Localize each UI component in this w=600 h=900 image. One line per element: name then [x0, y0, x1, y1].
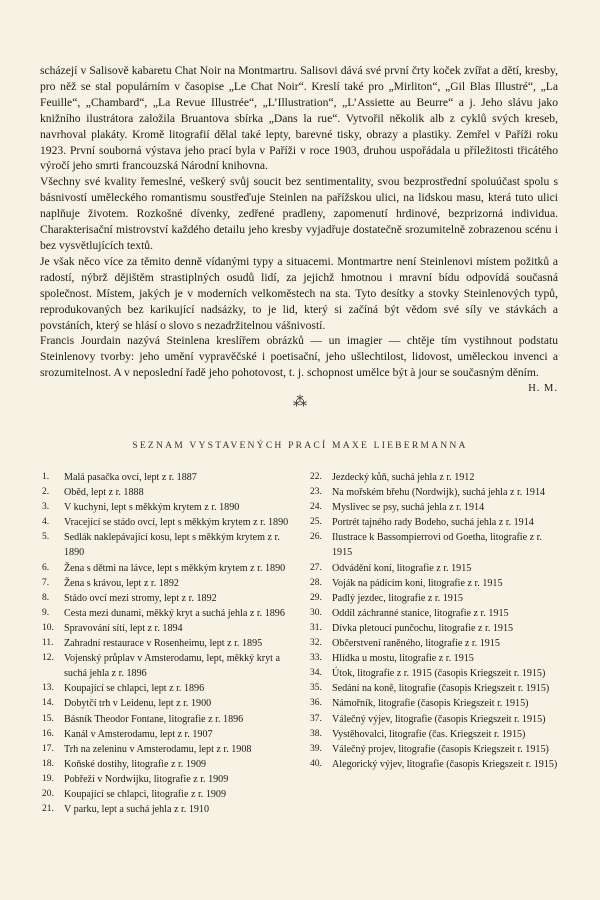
item-number: 31. — [310, 622, 322, 633]
item-number: 1. — [42, 472, 50, 482]
list-item — [310, 681, 560, 696]
item-title: Voják na pádícím koni, litografie z r. 1915 — [332, 577, 503, 589]
asterism-ornament: ⁂ — [293, 395, 307, 410]
list-item — [310, 651, 560, 666]
item-title: Jezdecký kůň, suchá jehla z r. 1912 — [332, 472, 475, 483]
item-number: 32. — [310, 638, 322, 649]
item-title: Portrét tajného rady Bodeho, suchá jehla z r. 1914 — [332, 517, 534, 529]
list-item — [42, 515, 297, 530]
item-title: Válečný výjev, litografie (časopis Kriegszeit r. 1915) — [332, 713, 546, 725]
item-title: Vojenský průplav v Amsterodamu, lept, měkký kryt a suchá jehla z r. 1896 — [64, 653, 280, 680]
item-number: 8. — [42, 592, 50, 603]
item-title: Odvádění koní, litografie z r. 1915 — [332, 562, 472, 574]
item-title: Trh na zeleninu v Amsterodamu, lept z r. 1908 — [64, 743, 252, 755]
item-title: Alegorický výjev, litografie (časopis Kriegszeit r. 1915) — [332, 758, 558, 770]
item-title: Dobytčí trh v Leidenu, lept z r. 1900 — [64, 698, 212, 710]
list-item — [42, 802, 297, 817]
item-title: Válečný projev, litografie (časopis Kriegszeit r. 1915) — [332, 743, 549, 755]
item-title: Padlý jezdec, litografie z r. 1915 — [332, 592, 463, 604]
list-item — [310, 742, 560, 757]
item-number: 5. — [42, 532, 50, 543]
item-title: Myslivec se psy, suchá jehla z r. 1914 — [332, 502, 485, 514]
list-item — [310, 712, 560, 727]
list-item — [42, 530, 297, 560]
list-item — [42, 561, 297, 576]
list-item — [310, 576, 560, 591]
item-title: Dívka pletoucí punčochu, litografie z r. 1915 — [332, 622, 514, 634]
item-title: Na mořském břehu (Nordwijk), suchá jehla z r. 1914 — [332, 487, 546, 499]
list-item — [310, 530, 560, 560]
list-item — [310, 636, 560, 651]
item-number: 38. — [310, 728, 322, 739]
list-item — [42, 470, 297, 485]
item-number: 30. — [310, 607, 322, 618]
list-item — [42, 712, 297, 727]
item-title: Námořník, litografie (časopis Kriegszeit r. 1915) — [332, 698, 529, 710]
list-item — [42, 636, 297, 651]
list-heading: SEZNAM VYSTAVENÝCH PRACÍ MAXE LIEBERMANNA — [132, 440, 468, 451]
item-number: 4. — [42, 517, 50, 528]
list-item — [42, 772, 297, 787]
item-title: Koupající se chlapci, lept z r. 1896 — [64, 683, 205, 695]
item-number: 34. — [310, 668, 322, 679]
list-item — [42, 757, 297, 772]
item-title: Žena s krávou, lept z r. 1892 — [64, 577, 179, 589]
item-title: Žena s dětmi na lávce, lept s měkkým krytem z r. 1890 — [64, 562, 286, 574]
item-number: 2. — [42, 487, 50, 498]
item-number: 10. — [42, 622, 54, 633]
item-number: 37. — [310, 713, 322, 724]
item-number: 18. — [42, 758, 54, 769]
item-title: Koňské dostihy, litografie z r. 1909 — [64, 758, 207, 770]
item-number: 9. — [42, 607, 50, 618]
item-number: 13. — [42, 683, 54, 694]
item-number: 27. — [310, 562, 322, 573]
item-title: Cesta mezi dunami, měkký kryt a suchá jehla z r. 1896 — [64, 607, 285, 619]
paragraph-1: scházejí v Salisově kabaretu Chat Noir na Montmartru. Salisovi dává své první črty koček zvířat a dětí, kresby, pro něž se stal populárním v časopise „Le Chat Noir“. Kreslí také pro „Mirliton“, „Gil Blas Illustré“, „La Feuille“, „Chambard“, „La Revue Illustrée“, „L’Illustration“, „L’Assiette au Beurre“ a j. Jeho slávu jako knižního ilustrátora založila Bruantova sbírka „Dans la rue“. Vytvořil několik alb z cyklů svých kreseb, navrhoval plakáty. Kromě litografií dělal také lepty, barevné tisky, obrazy a plastiky. Zemřel v Paříži roku 1923. První souborná výstava jeho prací byla v Paříži v roce 1903, druhou uspořádala u příležitosti třicátého výročí jeho smrti francouzská Národní knihovna. — [40, 64, 558, 173]
list-item — [42, 500, 297, 515]
works-list-right — [310, 470, 560, 772]
item-title: Pobřeží v Nordwijku, litografie z r. 1909 — [64, 773, 229, 785]
item-number: 23. — [310, 487, 322, 498]
item-title: Sedlák naklepávající kosu, lept s měkkým krytem z r. 1890 — [64, 532, 280, 559]
list-item — [42, 485, 297, 500]
item-number: 39. — [310, 743, 322, 754]
item-title: Útok, litografie z r. 1915 (časopis Kriegszeit r. 1915) — [332, 668, 546, 680]
list-item — [310, 621, 560, 636]
item-title: Básník Theodor Fontane, litografie z r. 1896 — [64, 713, 244, 725]
item-number: 12. — [42, 653, 54, 664]
list-item — [42, 696, 297, 711]
list-item — [42, 681, 297, 696]
item-number: 7. — [42, 577, 50, 588]
list-item — [310, 696, 560, 711]
list-item — [310, 561, 560, 576]
item-number: 15. — [42, 713, 54, 724]
item-title: Kanál v Amsterodamu, lept z r. 1907 — [64, 728, 213, 740]
essay-text — [40, 63, 558, 397]
list-item — [310, 727, 560, 742]
list-item — [42, 727, 297, 742]
list-item — [42, 787, 297, 802]
item-title: Malá pasačka ovcí, lept z r. 1887 — [64, 472, 197, 483]
item-title: Sedání na koně, litografie (časopis Kriegszeit r. 1915) — [332, 683, 550, 695]
works-list-left — [42, 470, 297, 817]
item-title: Spravování sítí, lept z r. 1894 — [64, 622, 183, 634]
item-number: 6. — [42, 562, 50, 573]
list-item — [310, 606, 560, 621]
item-title: Oddíl záchranné stanice, litografie z r. 1915 — [332, 607, 509, 619]
item-title: V parku, lept a suchá jehla z r. 1910 — [64, 804, 210, 816]
item-title: Hlídka u mostu, litografie z r. 1915 — [332, 653, 474, 665]
paragraph-2: Všechny své kvality řemeslné, veškerý svůj soucit bez sentimentality, svou bezprostřední spoluúčast spolu s básnivostí uměleckého romantismu soustřeďuje Steinlen na pařížskou ulici, na lidskou masu, která tuto ulici naplňuje životem. Rozkošné dívenky, zedřené pradleny, zapomenutí hrdinové, bezprizorná individua. Charakterisační mistrovství každého detailu jeho kresby vyjadřuje dostatečně srozumitelně zobrazenou scénu i bez vysvětlujících textů. — [40, 175, 558, 252]
list-item — [310, 485, 560, 500]
item-number: 33. — [310, 653, 322, 664]
item-title: Zahradní restaurace v Rosenheimu, lept z r. 1895 — [64, 638, 263, 650]
item-number: 24. — [310, 502, 322, 513]
item-number: 36. — [310, 698, 322, 709]
list-item — [310, 515, 560, 530]
item-title: Vystěhovalci, litografie (čas. Kriegszeit r. 1915) — [332, 728, 526, 740]
item-title: Občerstvení raněného, litografie z r. 1915 — [332, 638, 500, 650]
paragraph-4 — [40, 333, 558, 395]
item-number: 16. — [42, 728, 54, 739]
item-title: V kuchyni, lept s měkkým krytem z r. 1890 — [64, 502, 240, 514]
list-item — [310, 757, 560, 772]
list-item — [42, 742, 297, 757]
list-item — [310, 500, 560, 515]
item-number: 22. — [310, 472, 322, 482]
item-number: 11. — [42, 638, 54, 649]
item-title: Koupající se chlapci, litografie z r. 1909 — [64, 788, 227, 800]
item-number: 19. — [42, 773, 54, 784]
item-number: 29. — [310, 592, 322, 603]
item-title: Vracející se stádo ovcí, lept s měkkým krytem z r. 1890 — [64, 517, 289, 529]
item-number: 35. — [310, 683, 322, 694]
item-number: 3. — [42, 502, 50, 513]
paragraph-3: Je však něco více za těmito denně vídanými typy a situacemi. Montmartre není Steinlenovi místem požitků a radostí, nýbrž dějištěm strastiplných osudů lidí, za jejichž hmotnou i mravní bídu odpovídá současná společnost. Místem, jakých je v moderních velkoměstech na sta. Tyto desítky a stovky Steinlenových typů, reprodukovaných bez karikující nadsázky, to je lid, který si začíná být vědom své síly ve stávkách a povstáních, který se hlásí o slovo s nezadržitelnou vášnivostí. — [40, 254, 558, 332]
item-number: 26. — [310, 532, 322, 543]
item-number: 17. — [42, 743, 54, 754]
list-item — [42, 621, 297, 636]
item-number: 40. — [310, 758, 322, 769]
item-number: 25. — [310, 517, 322, 528]
item-title: Oběd, lept z r. 1888 — [64, 487, 144, 499]
list-item — [42, 651, 297, 681]
list-item — [310, 591, 560, 606]
item-number: 20. — [42, 788, 54, 799]
item-title: Ilustrace k Bassompierrovi od Goetha, litografie z r. 1915 — [332, 532, 542, 559]
list-item — [310, 470, 560, 485]
item-title: Stádo ovcí mezi stromy, lept z r. 1892 — [64, 592, 217, 604]
list-item — [42, 591, 297, 606]
item-number: 28. — [310, 577, 322, 588]
author-signature: H. M. — [528, 383, 558, 395]
paragraph-4-text: Francis Jourdain nazývá Steinlena kreslířem obrázků — un imagier — chtěje tím vystihnout podstatu Steinlenovy tvorby: jeho umění vypravěčské i poetisační, jeho ušlechtilost, lidovost, uměleckou invenci a srozumitelnost. A v neposlední řadě jeho pohotovost, t. j. schopnost umělce být à jour se současným děním. — [40, 334, 558, 380]
list-item — [42, 606, 297, 621]
item-number: 21. — [42, 804, 54, 815]
list-item — [42, 576, 297, 591]
list-item — [310, 666, 560, 681]
item-number: 14. — [42, 698, 54, 709]
